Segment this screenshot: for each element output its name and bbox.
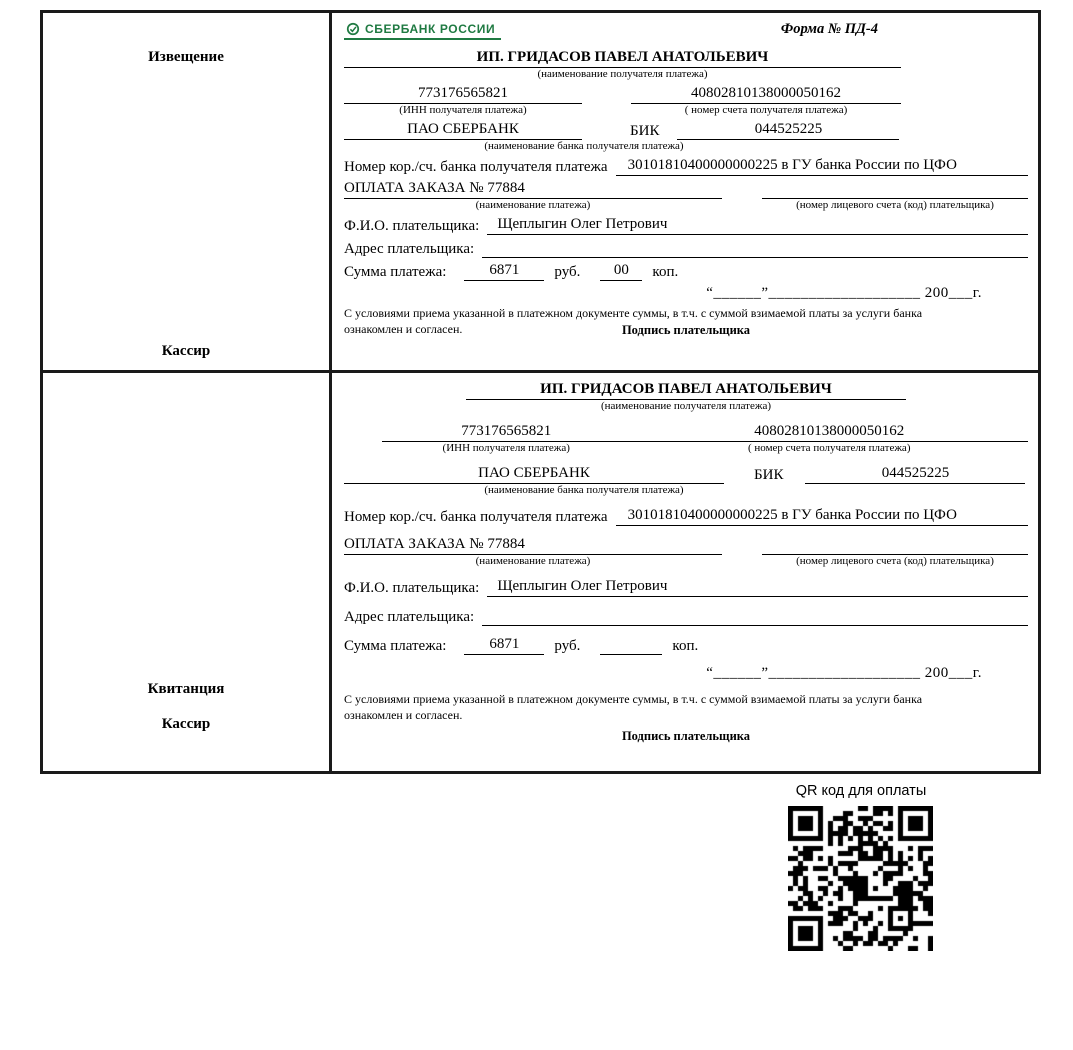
receipt-account-block — [630, 423, 1028, 455]
notice-amount-row — [344, 262, 1028, 281]
form-number: Форма № ПД-4 — [780, 21, 878, 37]
sberbank-logo — [344, 21, 501, 40]
terms-line2: ознакомлен и согласен. — [344, 707, 463, 722]
amount-kop-value — [600, 636, 662, 655]
account-value: 40802810138000050162 — [630, 423, 1028, 442]
receipt-bank-block — [344, 465, 1028, 497]
notice-purpose-row — [344, 180, 1028, 199]
bik-label: БИК — [754, 467, 784, 483]
personal-account-caption: (номер лицевого счета (код) плательщика) — [796, 199, 994, 211]
qr-label: QR код для оплаты — [795, 783, 927, 799]
receipt-purpose-row — [344, 536, 1028, 555]
recipient-name: ИП. ГРИДАСОВ ПАВЕЛ АНАТОЛЬЕВИЧ — [344, 49, 901, 68]
notice-account-block — [631, 85, 901, 117]
amount-kop-value: 00 — [600, 262, 642, 281]
notice-purpose-block — [344, 180, 1028, 212]
account-value: 40802810138000050162 — [631, 85, 901, 104]
sberbank-logo-icon — [346, 22, 360, 36]
receipt-bank-row — [344, 465, 1028, 484]
terms-line1: С условиями приема указанной в платежном документе суммы, в т.ч. с суммой взимаемой платы за услуги банка — [344, 306, 923, 320]
pd4-form — [40, 10, 1041, 774]
personal-account-caption: (номер лицевого счета (код) плательщика) — [796, 555, 994, 567]
payer-address-label: Адрес плательщика: — [344, 241, 475, 257]
personal-account-blank — [762, 180, 1028, 199]
inn-caption: (ИНН получателя платежа) — [442, 442, 570, 454]
qr-block — [788, 783, 934, 951]
recipient-name-caption: (наименование получателя платежа) — [600, 400, 772, 412]
bik-value: 044525225 — [805, 465, 1025, 484]
notice-bank-block — [344, 121, 1028, 153]
terms-line1: С условиями приема указанной в платежном документе суммы, в т.ч. с суммой взимаемой платы за услуги банка — [344, 692, 923, 706]
personal-account-blank — [762, 536, 1028, 555]
payer-name-value: Щеплыгин Олег Петрович — [487, 216, 1028, 235]
corr-account-label: Номер кор./сч. банка получателя платежа — [344, 509, 608, 525]
receipt-title: Квитанция — [147, 681, 225, 697]
payer-address-blank — [482, 607, 1028, 626]
receipt-inn-account-row — [344, 423, 1028, 455]
inn-value: 773176565821 — [344, 85, 582, 104]
bank-name-caption: (наименование банка получателя платежа) — [484, 484, 684, 496]
receipt-payer-row — [344, 578, 1028, 597]
notice-left-column — [43, 13, 332, 370]
payer-address-label: Адрес плательщика: — [344, 609, 475, 625]
payment-purpose-caption: (наименование платежа) — [475, 555, 591, 567]
receipt-terms-block — [344, 692, 1028, 746]
notice-corr-row — [344, 157, 1028, 176]
payer-address-blank — [482, 239, 1028, 258]
recipient-name-caption: (наименование получателя платежа) — [537, 68, 708, 80]
signature-label: Подпись плательщика — [621, 322, 751, 337]
payment-purpose: ОПЛАТА ЗАКАЗА № 77884 — [344, 180, 722, 199]
sberbank-logo-text: СБЕРБАНК РОССИИ — [365, 22, 496, 36]
payer-name-label: Ф.И.О. плательщика: — [344, 580, 480, 596]
payment-purpose-caption: (наименование платежа) — [475, 199, 591, 211]
notice-recipient-block — [344, 49, 901, 81]
inn-caption: (ИНН получателя платежа) — [399, 104, 527, 116]
receipt-purpose-block — [344, 536, 1028, 568]
bank-name: ПАО СБЕРБАНК — [344, 465, 724, 484]
receipt-address-row — [344, 607, 1028, 626]
bank-name-caption: (наименование банка получателя платежа) — [484, 140, 684, 152]
notice-purpose-captions — [344, 199, 1028, 212]
date-line: “______”___________________ 200___г. — [706, 665, 982, 681]
receipt-cashier-label: Кассир — [161, 716, 211, 732]
notice-payer-row — [344, 216, 1028, 235]
notice-body — [332, 13, 1038, 370]
payer-name-label: Ф.И.О. плательщика: — [344, 218, 480, 234]
bik-label: БИК — [630, 123, 660, 139]
amount-label: Сумма платежа: — [344, 264, 447, 280]
notice-section — [43, 13, 1038, 373]
notice-bank-row — [344, 121, 1028, 140]
account-caption: ( номер счета получателя платежа) — [684, 104, 848, 116]
bik-value: 044525225 — [677, 121, 899, 140]
notice-inn-block — [344, 85, 582, 117]
notice-header-row — [344, 21, 1028, 45]
notice-terms-block — [344, 306, 1028, 340]
notice-cashier-label: Кассир — [161, 343, 211, 359]
receipt-amount-row — [344, 636, 1028, 655]
date-line: “______”___________________ 200___г. — [706, 285, 982, 301]
rub-label: руб. — [554, 264, 581, 280]
receipt-body — [332, 373, 1038, 771]
kop-label: коп. — [652, 264, 679, 280]
recipient-name: ИП. ГРИДАСОВ ПАВЕЛ АНАТОЛЬЕВИЧ — [466, 381, 906, 400]
account-caption: ( номер счета получателя платежа) — [747, 442, 911, 454]
kop-label: коп. — [672, 638, 699, 654]
amount-rub-value: 6871 — [464, 636, 544, 655]
amount-label: Сумма платежа: — [344, 638, 447, 654]
bank-name: ПАО СБЕРБАНК — [344, 121, 582, 140]
corr-account-label: Номер кор./сч. банка получателя платежа — [344, 159, 608, 175]
payer-name-value: Щеплыгин Олег Петрович — [487, 578, 1028, 597]
qr-code — [788, 806, 933, 951]
receipt-left-column — [43, 373, 332, 771]
receipt-recipient-block — [466, 381, 906, 413]
terms-line2: ознакомлен и согласен. — [344, 321, 463, 336]
inn-value: 773176565821 — [382, 423, 630, 442]
receipt-corr-row — [344, 507, 1028, 526]
receipt-purpose-captions — [344, 555, 1028, 568]
signature-label: Подпись плательщика — [621, 728, 751, 743]
amount-rub-value: 6871 — [464, 262, 544, 281]
notice-inn-account-row — [344, 85, 901, 117]
notice-address-row — [344, 239, 1028, 258]
corr-account-value: 30101810400000000225 в ГУ банка России по ЦФО — [616, 157, 1028, 176]
payment-purpose: ОПЛАТА ЗАКАЗА № 77884 — [344, 536, 722, 555]
corr-account-value: 30101810400000000225 в ГУ банка России по ЦФО — [616, 507, 1028, 526]
receipt-section — [43, 373, 1038, 771]
notice-terms-line2-row — [344, 322, 1028, 338]
receipt-inn-block — [382, 423, 630, 455]
notice-title: Извещение — [148, 49, 224, 65]
rub-label: руб. — [554, 638, 581, 654]
